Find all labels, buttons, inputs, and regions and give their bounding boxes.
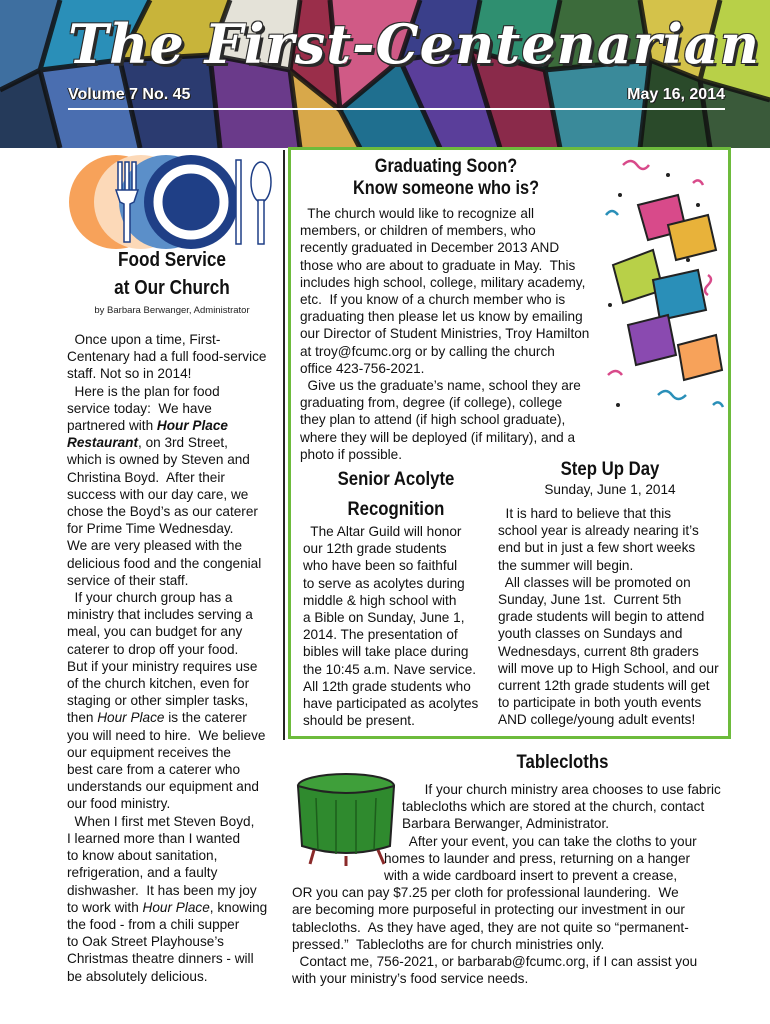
food-line: Once upon a time, First-: [67, 332, 221, 347]
stepup-line: current 12th grade students will get: [498, 678, 710, 694]
tablecloths-line: with your ministry’s food service needs.: [292, 971, 529, 987]
stepup-line: to participate in both youth events: [498, 695, 702, 711]
food-line: caterer to drop off your food.: [67, 641, 239, 657]
acolyte-line: to serve as acolytes during: [303, 575, 465, 591]
graduating-line: office 423-756-2021.: [300, 360, 425, 376]
stepup-line: end but in just a few short weeks: [498, 540, 696, 556]
graduating-line: at troy@fcumc.org or by calling the church: [300, 343, 555, 359]
stepup-line: will move up to High School, and our: [498, 660, 719, 676]
graduating-heading: Graduating Soon? Know someone who is?: [352, 156, 540, 199]
tablecloths-line: are becoming more purposeful in protecting our investment in our: [292, 902, 685, 918]
stepup-line: grade students will begin to attend: [498, 609, 705, 625]
food-line: staging or other simpler tasks,: [67, 693, 249, 709]
tablecloths-line: After your event, you can take the cloths to your: [402, 833, 697, 849]
food-line: for Prime Time Wednesday.: [67, 521, 234, 537]
graduating-line: Give us the graduate’s name, school they are: [300, 378, 581, 394]
graduating-line: recently graduated in December 2013 AND: [300, 240, 560, 256]
acolyte-line: have participated as acolytes: [303, 696, 479, 712]
food-line: service of their staff.: [67, 572, 189, 588]
food-line: service today: We have: [67, 400, 212, 416]
food-line: I learned more than I wanted: [67, 830, 241, 846]
tablecloths-line: Barbara Berwanger, Administrator.: [402, 816, 610, 832]
tablecloths-line: OR you can pay $7.25 per cloth for professional laundering. We: [292, 885, 679, 901]
food-line: our equipment receives the: [67, 744, 231, 760]
acolyte-line: The Altar Guild will honor: [303, 524, 462, 539]
masthead-banner: [0, 0, 770, 148]
stepup-line: Wednesdays, current 8th graders: [498, 643, 699, 659]
stepup-line: AND college/young adult events!: [498, 712, 696, 728]
acolyte-line: All 12th grade students who: [303, 678, 471, 694]
graduating-line: graduating from, degree (if college), college: [300, 395, 563, 411]
newsletter-title: The First-Centenarian: [68, 12, 761, 76]
food-line: But if your ministry requires use: [67, 658, 258, 674]
stepup-line: youth classes on Sundays and: [498, 626, 683, 642]
tablecloths-line: tablecloths. As they have aged, they are not quite so “permanent-: [292, 919, 689, 935]
tablecloths-line: If your church ministry area chooses to use fabric: [402, 782, 721, 797]
food-line: We are very pleased with the: [67, 538, 243, 554]
food-line: then Hour Place is the caterer: [67, 710, 247, 726]
acolyte-line: middle & high school with: [303, 592, 457, 608]
acolyte-line: our 12th grade students: [303, 541, 447, 557]
acolyte-line: should be present.: [303, 713, 415, 729]
food-line: dishwasher. It has been my joy: [67, 882, 257, 898]
food-line: which is owned by Steven and: [67, 452, 250, 468]
food-line: meal, you can budget for any: [67, 624, 243, 640]
acolyte-line: a Bible on Sunday, June 1,: [303, 610, 465, 626]
tablecloths-line: with a wide cardboard insert to prevent a crease,: [384, 868, 678, 884]
volume-number: Volume 7 No. 45: [68, 86, 191, 103]
tablecloths-heading: Tablecloths: [516, 751, 609, 773]
food-line: When I first met Steven Boyd,: [67, 813, 255, 829]
food-line: best care from a caterer who: [67, 762, 241, 778]
stepup-line: It is hard to believe that this: [498, 506, 672, 521]
stepup-line: the summer will begin.: [498, 557, 634, 573]
graduating-line: photo if possible.: [300, 446, 403, 462]
tablecloths-line: pressed.” Tablecloths are for church ministries only.: [292, 936, 605, 952]
graduating-article: [300, 205, 600, 463]
food-line: refrigeration, and a faulty: [67, 865, 218, 881]
food-line: be absolutely delicious.: [67, 968, 208, 984]
food-line: chose the Boyd’s as our caterer: [67, 504, 258, 520]
graduating-line: includes high school, college, military academy,: [300, 274, 586, 290]
graduating-line: members, or children of members, who: [300, 223, 536, 239]
food-line: our food ministry.: [67, 796, 171, 812]
stepup-line: All classes will be promoted on: [498, 574, 691, 590]
food-line: to know about sanitation,: [67, 848, 218, 864]
food-line: to Oak Street Playhouse’s: [67, 934, 224, 950]
graduating-line: our Director of Student Ministries, Troy Hamilton: [300, 326, 590, 342]
graduation-caps-icon: [598, 155, 728, 430]
food-line: to work with Hour Place, knowing: [67, 899, 268, 915]
tablecloths-line: tablecloths which are stored at the church, contact: [402, 799, 705, 815]
stepup-line: Sunday, June 1st. Current 5th: [498, 592, 682, 608]
graduating-line: graduating then please let us know by emailing: [300, 309, 583, 325]
food-line: Christina Boyd. After their: [67, 469, 225, 485]
acolyte-article: [303, 523, 493, 729]
food-line: Christmas theatre dinners - will: [67, 951, 254, 967]
food-line: you will need to hire. We believe: [67, 727, 266, 743]
food-service-heading: Food Service at Our Church: [114, 249, 230, 299]
column-divider: [283, 150, 285, 740]
graduating-line: those who are about to graduate in May. This: [300, 257, 576, 273]
acolyte-heading: Senior Acolyte Recognition: [337, 468, 455, 520]
step-up-date: Sunday, June 1, 2014: [544, 482, 676, 497]
fork-plate-spoon-icon: [66, 152, 276, 252]
tablecloths-line: homes to launder and press, returning on a hanger: [384, 850, 691, 866]
issue-date: May 16, 2014: [627, 86, 725, 103]
acolyte-line: bibles will take place during: [303, 644, 469, 660]
food-byline: by Barbara Berwanger, Administrator: [94, 305, 250, 316]
graduating-line: where they will be deployed (if military), and a: [300, 429, 576, 445]
food-line: success with our day care, we: [67, 486, 249, 502]
masthead-rule: [68, 108, 725, 110]
food-line: staff. Not so in 2014!: [67, 366, 192, 382]
food-line: of the church kitchen, even for: [67, 676, 250, 692]
acolyte-line: the 10:45 a.m. Nave service.: [303, 661, 477, 677]
food-line: If your church group has a: [67, 590, 233, 606]
food-service-article: [67, 331, 274, 985]
food-line: delicious food and the congenial: [67, 555, 262, 571]
acolyte-line: who have been so faithful: [303, 558, 458, 574]
step-up-heading: Step Up Day: [560, 458, 660, 480]
graduating-line: they plan to attend (if high school graduate),: [300, 412, 566, 428]
food-line: understands our equipment and: [67, 779, 259, 795]
food-line: the food - from a chili supper: [67, 916, 240, 932]
tablecloths-article: [292, 781, 728, 987]
tablecloths-line: Contact me, 756-2021, or barbarab@fcumc.org, if I can assist you: [292, 954, 698, 970]
food-line: Restaurant, on 3rd Street,: [67, 435, 228, 451]
graduating-line: The church would like to recognize all: [300, 206, 534, 221]
step-up-article: [498, 505, 723, 729]
food-line: Here is the plan for food: [67, 383, 220, 399]
stepup-line: school year is already nearing it’s: [498, 523, 699, 539]
food-line: ministry that includes serving a: [67, 607, 253, 623]
food-line: partnered with Hour Place: [67, 418, 228, 434]
acolyte-line: 2014. The presentation of: [303, 627, 458, 643]
food-line: Centenary had a full food-service: [67, 349, 267, 365]
graduating-line: etc. If you know of a church member who is: [300, 292, 566, 308]
